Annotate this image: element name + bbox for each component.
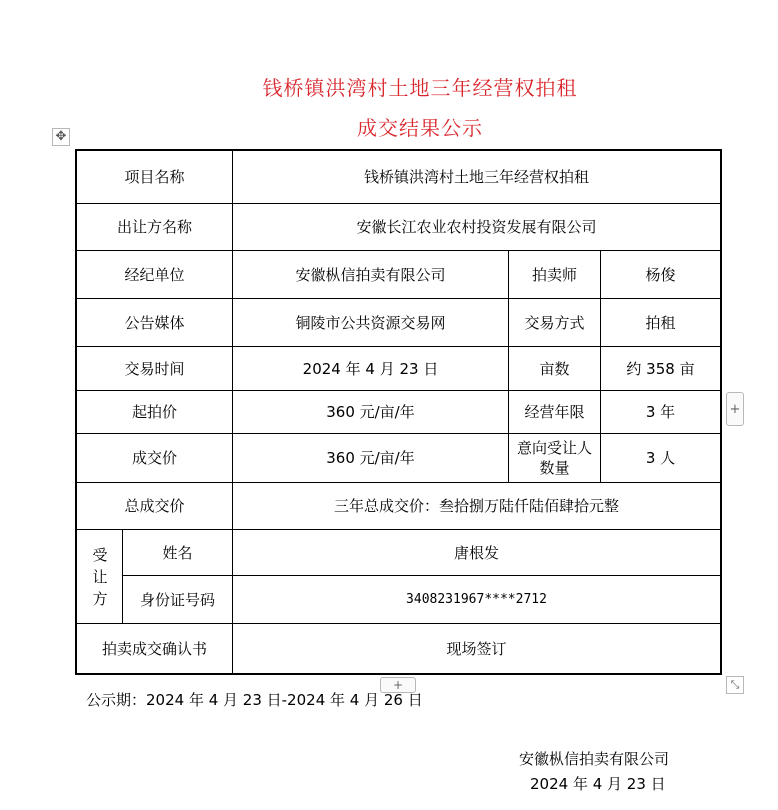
media-value: 铜陵市公共资源交易网 xyxy=(295,313,446,332)
confirm-label: 拍卖成交确认书 xyxy=(101,639,207,658)
broker-value: 安徽枞信拍卖有限公司 xyxy=(295,265,446,284)
document-title-line2: 成交结果公示 xyxy=(357,116,483,140)
publicity-period: 公示期：2024 年 4 月 23 日-2024 年 4 月 26 日 xyxy=(86,691,423,709)
transferor-label: 出让方名称 xyxy=(116,218,192,236)
transferor-value: 安徽长江农业农村投资发展有限公司 xyxy=(356,218,597,236)
bidders-label: 意向受让人数量 xyxy=(516,439,592,477)
auctioneer-value: 杨俊 xyxy=(645,265,676,284)
confirm-value: 现场签订 xyxy=(446,639,507,658)
resize-icon: ⤡ xyxy=(730,678,740,691)
term-value: 3 年 xyxy=(645,403,676,421)
total-price-label: 总成交价 xyxy=(124,497,185,515)
signature-date: 2024 年 4 月 23 日 xyxy=(530,775,666,793)
project-name-label: 项目名称 xyxy=(124,168,185,186)
term-label: 经营年限 xyxy=(524,403,585,421)
plus-icon: + xyxy=(729,401,741,417)
total-price-value: 三年总成交价：叁拾捌万陆仟陆佰肆拾元整 xyxy=(333,497,619,515)
deal-price-value: 360 元/亩/年 xyxy=(326,449,415,467)
media-label: 公告媒体 xyxy=(124,313,185,332)
name-label: 姓名 xyxy=(162,543,193,562)
acres-label: 亩数 xyxy=(539,359,570,378)
move-icon: ✥ xyxy=(55,129,67,144)
name-value: 唐根发 xyxy=(453,543,499,562)
id-label: 身份证号码 xyxy=(139,590,215,609)
start-price-value: 360 元/亩/年 xyxy=(326,403,415,421)
result-table xyxy=(75,149,722,675)
document-title-line1: 钱桥镇洪湾村土地三年经营权拍租 xyxy=(262,76,578,100)
method-label: 交易方式 xyxy=(524,313,585,332)
method-value: 拍租 xyxy=(645,313,676,332)
auctioneer-label: 拍卖师 xyxy=(531,265,577,284)
time-label: 交易时间 xyxy=(124,359,185,378)
project-name-value: 钱桥镇洪湾村土地三年经营权拍租 xyxy=(363,168,589,186)
signature-company: 安徽枞信拍卖有限公司 xyxy=(519,750,670,768)
acres-value: 约 358 亩 xyxy=(626,359,695,378)
add-column-button[interactable] xyxy=(726,392,744,426)
plus-icon: + xyxy=(392,678,404,692)
table-move-handle[interactable] xyxy=(52,128,70,146)
table-resize-handle[interactable] xyxy=(726,676,744,694)
transferee-label: 受让方 xyxy=(92,545,108,608)
broker-label: 经纪单位 xyxy=(124,265,185,284)
time-value: 2024 年 4 月 23 日 xyxy=(302,359,439,378)
deal-price-label: 成交价 xyxy=(131,449,177,467)
id-value: 3408231967****2712 xyxy=(406,591,547,607)
bidders-value: 3 人 xyxy=(645,449,676,467)
start-price-label: 起拍价 xyxy=(131,403,177,421)
